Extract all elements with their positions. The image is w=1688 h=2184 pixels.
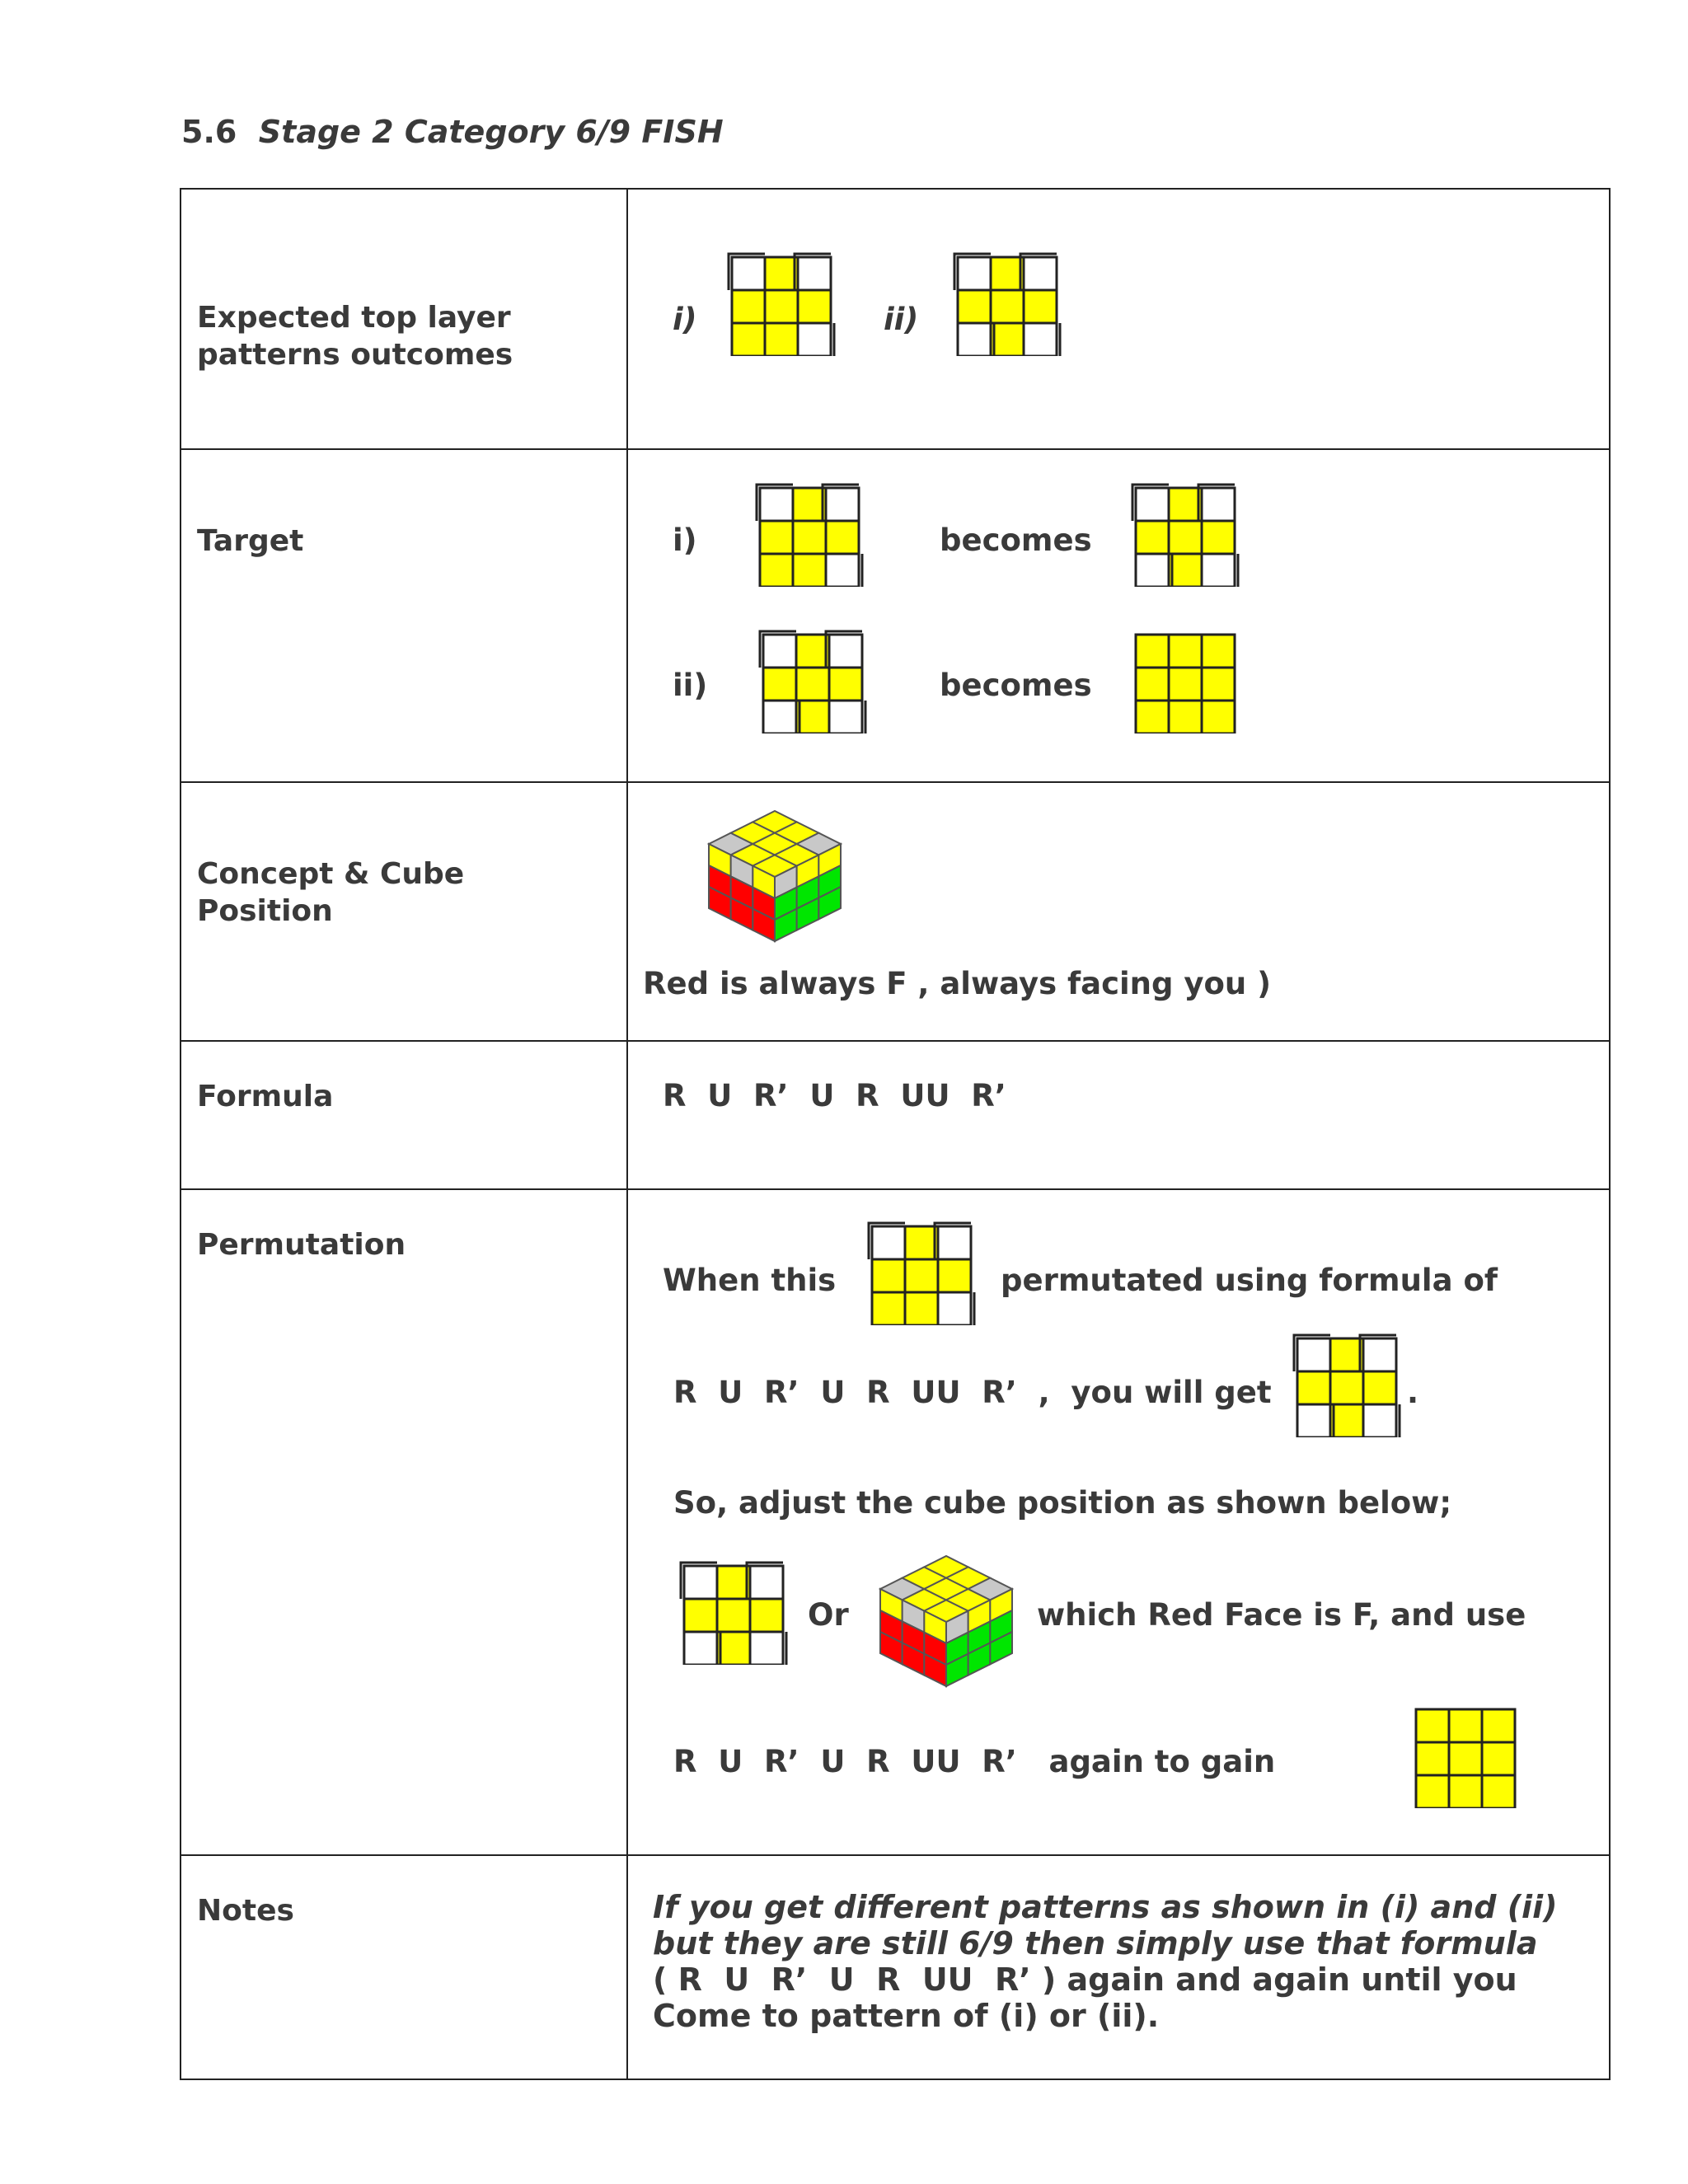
pattern-cell [1482, 1709, 1515, 1742]
pattern-cell [826, 554, 859, 587]
pattern-cell [796, 668, 829, 701]
perm-red-face-text: which Red Face is F, and use [1037, 1597, 1526, 1633]
pattern-cell [991, 290, 1024, 323]
target-label: Target [197, 524, 304, 558]
pattern-cell [1202, 554, 1235, 587]
pattern-cell [1136, 635, 1169, 668]
pattern-cell [958, 290, 991, 323]
pattern-cell [1169, 635, 1202, 668]
target-becomes-ii: becomes [940, 668, 1092, 703]
pattern-cell [1169, 488, 1202, 521]
pattern-cell [1449, 1775, 1482, 1808]
pattern-cell [829, 635, 862, 668]
pattern-cell [1363, 1338, 1396, 1371]
stage-table [180, 188, 1611, 2080]
pattern-cell [763, 701, 796, 733]
expected-label-line2: patterns outcomes [197, 338, 513, 372]
pattern-cell [826, 521, 859, 554]
pattern-cell [732, 323, 765, 356]
pattern-cell [991, 257, 1024, 290]
pattern-cell [1297, 1371, 1330, 1404]
target-marker-i: i) [673, 523, 697, 558]
row-target [181, 449, 1610, 782]
pattern-cell [1136, 668, 1169, 701]
pattern-cell [717, 1566, 750, 1599]
pattern-cell [938, 1292, 971, 1325]
pattern-cell [732, 257, 765, 290]
pattern-cell [1169, 554, 1202, 587]
row-formula [181, 1041, 1610, 1189]
perm-when-this: When this [663, 1263, 837, 1298]
perm-formula-get: R U R’ U R UU R’ , you will get [673, 1375, 1272, 1410]
pattern-cell [765, 290, 798, 323]
pattern-cell [1024, 323, 1057, 356]
pattern-cell [1416, 1775, 1449, 1808]
pattern-cell [1136, 488, 1169, 521]
pattern-cell [798, 290, 831, 323]
pattern-cell [872, 1292, 905, 1325]
pattern-cell [732, 290, 765, 323]
pattern-cell [905, 1226, 938, 1259]
pattern-cell [1482, 1775, 1515, 1808]
row-permutation [181, 1189, 1610, 1855]
pattern-cell [872, 1226, 905, 1259]
pattern-cell [1330, 1338, 1363, 1371]
expected-marker-ii: ii) [884, 302, 919, 337]
concept-label-line1: Concept & Cube [197, 857, 465, 891]
perm-adjusted-pattern-icon [676, 1558, 791, 1665]
pattern-cell [760, 554, 793, 587]
pattern-cell [763, 635, 796, 668]
pattern-cell [826, 488, 859, 521]
pattern-cell [793, 554, 826, 587]
permutation-label: Permutation [197, 1228, 406, 1262]
pattern-cell [1024, 290, 1057, 323]
concept-caption: Red is always F , always facing you ) [643, 966, 1272, 1001]
pattern-cell [1449, 1709, 1482, 1742]
pattern-cell [1202, 521, 1235, 554]
target-ii-start-icon [755, 626, 870, 733]
notes-text [653, 1889, 1557, 2034]
pattern-cell [765, 257, 798, 290]
perm-formula-again: R U R’ U R UU R’ again to gain [673, 1744, 1276, 1779]
pattern-cell [1482, 1742, 1515, 1775]
pattern-cell [684, 1566, 717, 1599]
formula-value: R U R’ U R UU R’ [663, 1078, 1006, 1113]
pattern-cell [796, 701, 829, 733]
notes-line-3: ( R U R’ U R UU R’ ) again and again until you [653, 1961, 1517, 1998]
pattern-cell [750, 1632, 783, 1665]
pattern-cell [1169, 701, 1202, 733]
fish-pattern-ii-icon [950, 249, 1065, 356]
pattern-cell [1297, 1404, 1330, 1437]
target-ii-solved-icon [1128, 626, 1243, 733]
pattern-cell [793, 488, 826, 521]
section-title: Stage 2 Category 6/9 FISH [258, 114, 724, 150]
row-notes [181, 1855, 1610, 2079]
fish-pattern-i-icon [724, 249, 839, 356]
pattern-cell [798, 323, 831, 356]
pattern-cell [1363, 1371, 1396, 1404]
pattern-cell [765, 323, 798, 356]
perm-start-pattern-icon [864, 1218, 979, 1325]
pattern-cell [829, 701, 862, 733]
pattern-cell [1449, 1742, 1482, 1775]
pattern-cell [717, 1599, 750, 1632]
cube-3d-icon [702, 804, 847, 946]
pattern-cell [760, 488, 793, 521]
pattern-cell [1363, 1404, 1396, 1437]
pattern-cell [1136, 554, 1169, 587]
perm-or: Or [808, 1597, 849, 1633]
pattern-cell [938, 1226, 971, 1259]
pattern-cell [796, 635, 829, 668]
pattern-cell [1202, 701, 1235, 733]
section-heading [181, 114, 724, 150]
pattern-cell [1136, 521, 1169, 554]
concept-label-line2: Position [197, 894, 333, 928]
notes-label: Notes [197, 1894, 294, 1928]
perm-permutated-text: permutated using formula of [1001, 1263, 1498, 1298]
expected-label-line1: Expected top layer [197, 301, 511, 335]
pattern-cell [717, 1632, 750, 1665]
pattern-cell [684, 1599, 717, 1632]
target-marker-ii: ii) [673, 668, 708, 703]
notes-line-1: If you get different patterns as shown in (i) and (ii) [653, 1889, 1558, 1925]
target-becomes-i: becomes [940, 523, 1092, 558]
target-i-start-icon [752, 480, 867, 587]
pattern-cell [872, 1259, 905, 1292]
pattern-cell [1202, 635, 1235, 668]
pattern-cell [1297, 1338, 1330, 1371]
pattern-cell [798, 257, 831, 290]
pattern-cell [763, 668, 796, 701]
perm-solved-pattern-icon [1408, 1701, 1523, 1808]
row-concept [181, 782, 1610, 1041]
perm-period: . [1407, 1375, 1419, 1410]
pattern-cell [1024, 257, 1057, 290]
pattern-cell [1416, 1742, 1449, 1775]
pattern-cell [1136, 701, 1169, 733]
pattern-cell [1416, 1709, 1449, 1742]
formula-label: Formula [197, 1080, 334, 1113]
pattern-cell [905, 1259, 938, 1292]
pattern-cell [991, 323, 1024, 356]
perm-cube-3d-icon [874, 1549, 1019, 1691]
pattern-cell [905, 1292, 938, 1325]
row-expected [181, 189, 1610, 449]
perm-result-pattern-icon [1289, 1330, 1404, 1437]
pattern-cell [760, 521, 793, 554]
pattern-cell [1330, 1404, 1363, 1437]
pattern-cell [1330, 1371, 1363, 1404]
perm-adjust-text: So, adjust the cube position as shown below; [673, 1485, 1452, 1521]
pattern-cell [958, 257, 991, 290]
target-i-result-icon [1128, 480, 1243, 587]
pattern-cell [1202, 488, 1235, 521]
pattern-cell [750, 1599, 783, 1632]
pattern-cell [829, 668, 862, 701]
pattern-cell [938, 1259, 971, 1292]
pattern-cell [1202, 668, 1235, 701]
pattern-cell [958, 323, 991, 356]
notes-line-4: Come to pattern of (i) or (ii). [653, 1998, 1160, 2034]
pattern-cell [684, 1632, 717, 1665]
pattern-cell [750, 1566, 783, 1599]
pattern-cell [793, 521, 826, 554]
notes-line-2: but they are still 6/9 then simply use that formula [653, 1925, 1538, 1961]
expected-marker-i: i) [673, 302, 697, 337]
section-number: 5.6 [181, 114, 237, 150]
pattern-cell [1169, 521, 1202, 554]
pattern-cell [1169, 668, 1202, 701]
